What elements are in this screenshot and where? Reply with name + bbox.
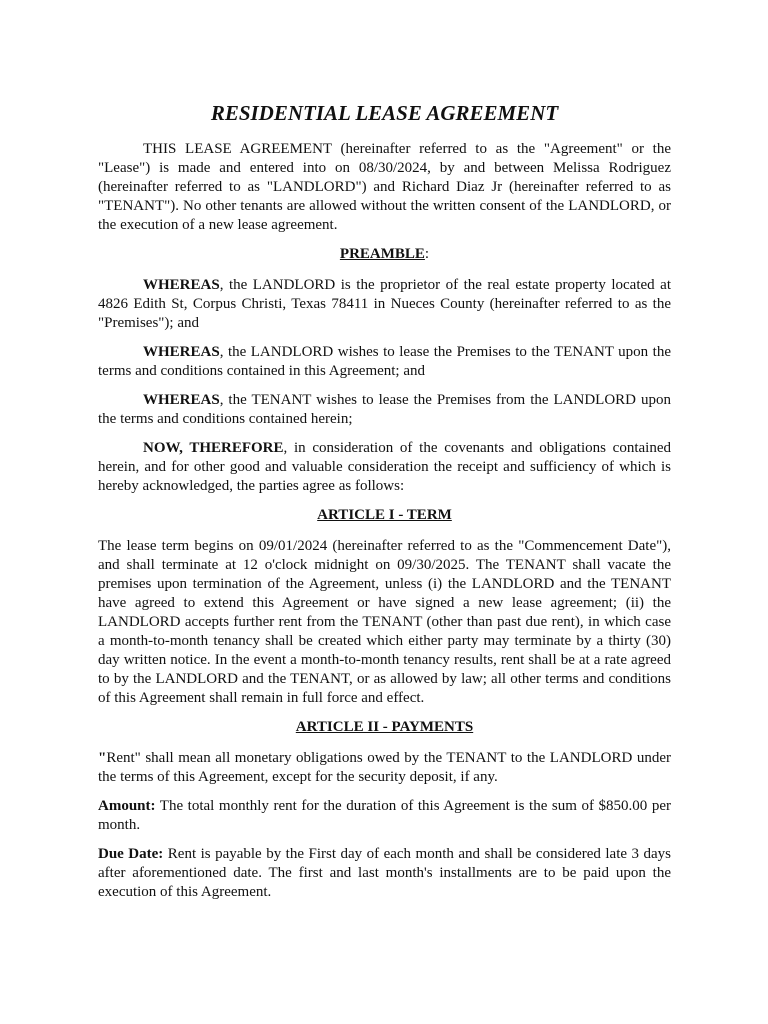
rent-open-quote: ": [98, 750, 107, 766]
article-2-heading: [98, 718, 671, 737]
preamble-clause-1: [98, 276, 671, 333]
intro-paragraph: THIS LEASE AGREEMENT (hereinafter referred to as the "Agreement" or the "Lease") is made and entered into on 08/30/2024, by and between Melissa Rodriguez (hereinafter referred to as "LANDLORD") and Richard Diaz Jr (hereinafter referred to as "TENANT"). No other tenants are allowed without the written consent of the LANDLORD, or the execution of a new lease agreement.: [98, 141, 671, 233]
clause-text: , the LANDLORD wishes to lease the Premises to the TENANT upon the terms and conditions contained in this Agreement; and: [98, 344, 671, 379]
preamble-heading-colon: :: [424, 246, 430, 262]
rent-definition-text: Rent" shall mean all monetary obligations owed by the TENANT to the LANDLORD under the terms of this Agreement, except for the security deposit, if any.: [98, 750, 671, 785]
clause-lead: WHEREAS: [143, 277, 220, 293]
due-date-label: Due Date:: [98, 846, 164, 862]
clause-text: , the LANDLORD is the proprietor of the real estate property located at 4826 Edith St, Corpus Christi, Texas 78411 in Nueces County (hereinafter referred to as the "Premises"); and: [98, 277, 671, 331]
clause-text: , in consideration of the covenants and obligations contained herein, and for other good and valuable consideration the receipt and sufficiency of which is hereby acknowledged, the parties agree as follows:: [98, 440, 671, 494]
rent-definition-paragraph: [98, 749, 671, 787]
amount-text: The total monthly rent for the duration of this Agreement is the sum of $850.00 per month.: [98, 798, 671, 833]
document-title: RESIDENTIAL LEASE AGREEMENT: [210, 101, 559, 125]
article-1-heading-label: ARTICLE I - TERM: [317, 507, 452, 523]
due-date-paragraph: [98, 845, 671, 902]
article-1-term-paragraph: The lease term begins on 09/01/2024 (hereinafter referred to as the "Commencement Date"), and shall terminate at 12 o'clock midnight on 09/30/2025. The TENANT shall vacate the premises upon termination of the Agreement, unless (i) the LANDLORD and the TENANT have agreed to extend this Agreement or have signed a new lease agreement; (ii) the LANDLORD accepts further rent from the TENANT (other than past due rent), in which case a month-to-month tenancy shall be created which either party may terminate by a thirty (30) day written notice. In the event a month-to-month tenancy results, rent shall be at a rate agreed to by the LANDLORD and the TENANT, or as allowed by law; all other terms and conditions of this Agreement shall remain in full force and effect.: [98, 538, 671, 706]
clause-lead: NOW, THEREFORE: [143, 440, 284, 456]
due-date-text: Rent is payable by the First day of each month and shall be considered late 3 days after aforementioned date. The first and last month's installments are to be paid upon the execution of this Agreement.: [98, 846, 671, 900]
preamble-clause-2: [98, 343, 671, 381]
preamble-clause-4: [98, 439, 671, 496]
amount-paragraph: [98, 797, 671, 835]
article-1-heading: [98, 506, 671, 525]
amount-label: Amount:: [98, 798, 156, 814]
clause-text: , the TENANT wishes to lease the Premises from the LANDLORD upon the terms and conditions contained herein;: [98, 392, 671, 427]
clause-lead: WHEREAS: [143, 392, 220, 408]
article-2-heading-label: ARTICLE II - PAYMENTS: [295, 719, 474, 735]
preamble-heading: [98, 245, 671, 264]
clause-lead: WHEREAS: [143, 344, 220, 360]
preamble-clause-3: [98, 391, 671, 429]
preamble-heading-label: PREAMBLE: [339, 246, 425, 262]
